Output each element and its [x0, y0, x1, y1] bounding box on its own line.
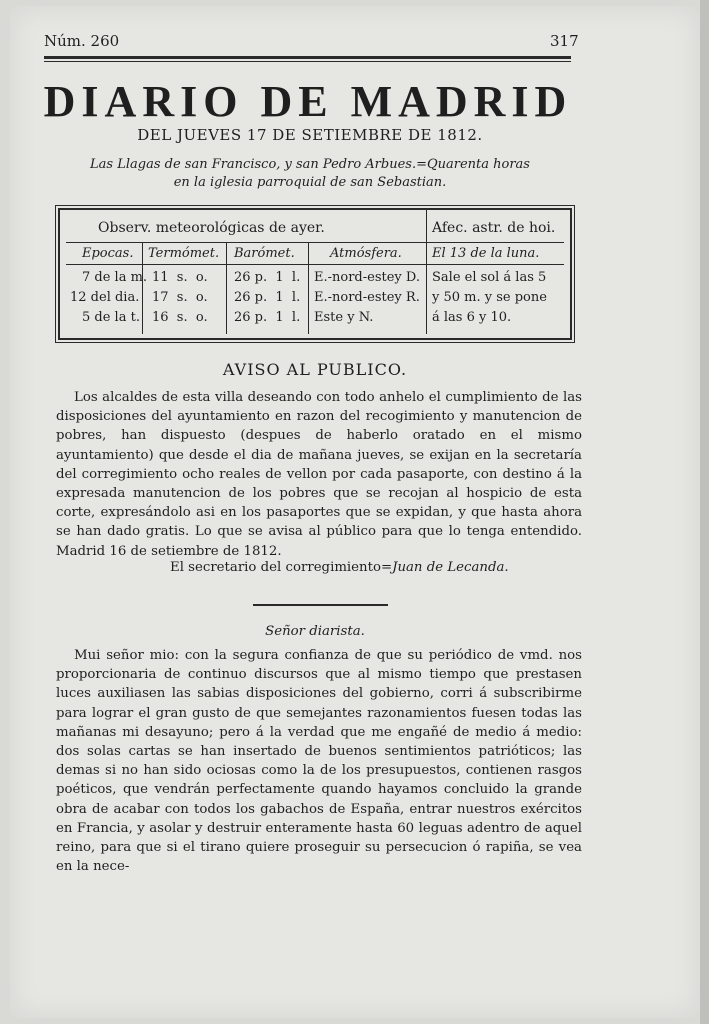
masthead-title: DIARIO DE MADRID: [43, 77, 573, 126]
row-2-epoca: 12 del dia.: [70, 290, 140, 305]
row-3-epoca: 5 de la t.: [82, 310, 140, 325]
astro-line-2: y 50 m. y se pone: [432, 290, 547, 305]
header-underline: [66, 264, 426, 265]
col-header-epocas: Epocas.: [82, 246, 134, 261]
signature-name: Juan de Lecanda.: [392, 560, 509, 575]
col-header-luna: El 13 de la luna.: [432, 246, 540, 261]
row-1-epoca: 7 de la m.: [82, 270, 148, 285]
row-3-atm: Este y N.: [314, 310, 374, 325]
row-1-atm: E.-nord-estey D.: [314, 270, 420, 285]
letter-greeting: Señor diarista.: [265, 624, 365, 639]
top-rule-thin: [44, 61, 571, 62]
row-1-baro: 26 p. 1 l.: [234, 270, 301, 285]
saints-line-1: Las Llagas de san Francisco, y san Pedro Arbues.=Quarenta horas: [90, 157, 530, 172]
col-header-barometro: Barómet.: [234, 246, 295, 261]
astro-line-3: á las 6 y 10.: [432, 310, 512, 325]
issue-number: Núm. 260: [44, 32, 120, 50]
saints-of-day: [50, 156, 570, 192]
section-separator: [253, 604, 388, 606]
top-rule: [44, 56, 571, 59]
row-3-baro: 26 p. 1 l.: [234, 310, 301, 325]
astro-heading: Afec. astr. de hoi.: [432, 220, 556, 236]
saints-line-2: en la iglesia parroquial de san Sebastian.: [173, 175, 447, 190]
row-2-baro: 26 p. 1 l.: [234, 290, 301, 305]
page-edge: [700, 0, 709, 1024]
row-3-term: 16 s. o.: [152, 310, 208, 325]
weather-heading: Observ. meteorológicas de ayer.: [98, 220, 325, 236]
page-number: 317: [550, 32, 579, 50]
col-header-atmosfera: Atmósfera.: [330, 246, 402, 261]
row-2-term: 17 s. o.: [152, 290, 208, 305]
col-divider: [142, 242, 143, 334]
row-2-atm: E.-nord-estey R.: [314, 290, 420, 305]
astro-line-1: Sale el sol á las 5: [432, 270, 547, 285]
newspaper-page: [10, 6, 700, 1018]
col-divider: [226, 242, 227, 334]
signature-prefix: El secretario del corregimiento=: [170, 560, 393, 575]
col-divider: [426, 210, 427, 334]
letter-paragraph: Mui señor mio: con la segura confianza de que su periódico de vmd. nos proporcionaria de continuo discursos que al mismo tiempo que prestasen luces auxiliasen las sabias disposiciones del gobierno, corri á subscribirme para lograr el gran gusto de que semejantes razonamientos fuesen todas las mañanas mi desayuno; pero á la verdad que me engañé de medio á medio: dos solas cartas se han insertado de buenos sentimientos patrióticos; las demas si no han sido ociosas como la de los presupuestos, contienen rasgos poéticos, que vendrán perfectamente quando hayamos concluido la grande obra de acabar con todos los gabachos de España, entrar nuestros exércitos en Francia, y asolar y destruir enteramente hasta 60 leguas adentro de aquel reino, para que si el tirano quiere proseguir su persecucion ó rapiña, se vea en la nece-: [56, 648, 582, 875]
aviso-signature: [170, 560, 509, 575]
row-1-term: 11 s. o.: [152, 270, 208, 285]
aviso-paragraph: Los alcaldes de esta villa deseando con todo anhelo el cumplimiento de las disposiciones del ayuntamiento en razon del recogimiento y manutencion de pobres, han dispuesto (despues de haberlo oratado en el mismo ayuntamiento) que desde el dia de mañana jueves, se exijan en la secretaría del corregimiento ocho reales de vellon por cada pasaporte, con destino á la expresada manutencion de los pobres que se recojan al hospicio de esta corte, expresándolo asi en los pasaportes que se expidan, y que hasta ahora se han dado gratis. Lo que se avisa al público para que lo tenga entendido. Madrid 16 de setiembre de 1812.: [56, 390, 582, 559]
aviso-body: [56, 388, 582, 561]
issue-date: DEL JUEVES 17 DE SETIEMBRE DE 1812.: [137, 126, 483, 144]
weather-table: [58, 208, 572, 340]
col-header-termometro: Termómet.: [148, 246, 220, 261]
aviso-heading: AVISO AL PUBLICO.: [222, 360, 408, 379]
table-divider: [66, 242, 564, 243]
header-underline: [426, 264, 564, 265]
col-divider: [308, 242, 309, 334]
letter-body: [56, 646, 582, 876]
